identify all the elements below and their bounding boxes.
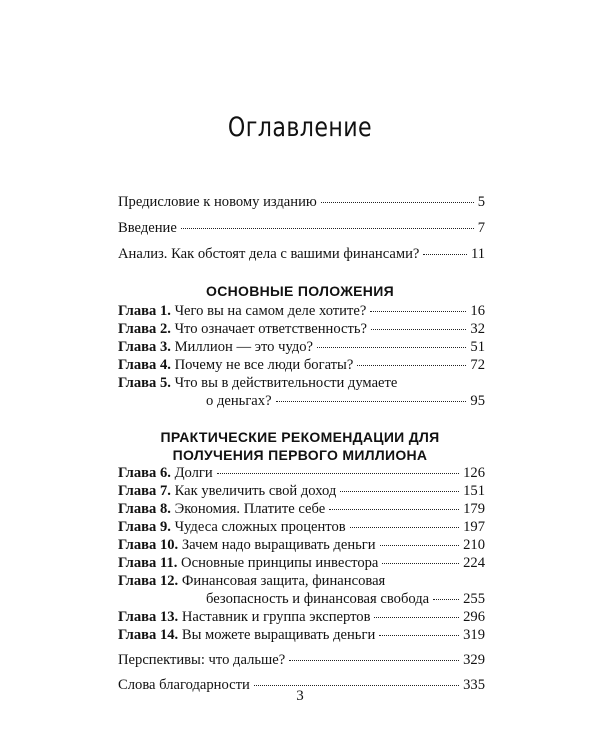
chapter-title: Вы можете выращивать деньги xyxy=(181,627,376,643)
page-number: 3 xyxy=(296,688,304,704)
chapter-title: Финансовая защита, финансовая xyxy=(181,573,386,589)
entry-label xyxy=(118,320,367,338)
entry-label: Предисловие к новому изданию xyxy=(118,194,317,210)
chapter-title-cont: о деньгах? xyxy=(206,393,272,409)
chapter-number: Глава 2. xyxy=(118,321,171,337)
chapter-title: Почему не все люди богаты? xyxy=(174,357,354,373)
toc-entry-chapter-12-cont[interactable] xyxy=(206,590,485,608)
entry-page: 224 xyxy=(463,555,485,571)
dot-leader xyxy=(382,563,459,564)
toc-entry-chapter-5-cont[interactable] xyxy=(206,392,485,410)
chapter-number: Глава 13. xyxy=(118,609,179,625)
entry-page: 179 xyxy=(463,501,485,517)
dot-leader xyxy=(370,311,466,312)
chapter-number: Глава 9. xyxy=(118,519,171,535)
dot-leader xyxy=(317,347,466,348)
chapter-title: Чего вы на самом деле хотите? xyxy=(174,303,367,319)
toc-entry-chapter-10[interactable] xyxy=(118,536,485,554)
chapter-title: Как увеличить свой доход xyxy=(174,483,337,499)
entry-label xyxy=(118,302,366,320)
toc-entry-chapter-2[interactable] xyxy=(118,320,485,338)
entry-label xyxy=(118,500,325,518)
chapter-number: Глава 6. xyxy=(118,465,171,481)
toc-entry-chapter-14[interactable] xyxy=(118,626,485,644)
entry-page: 16 xyxy=(470,303,485,319)
toc-entry-chapter-9[interactable] xyxy=(118,518,485,536)
dot-leader xyxy=(321,202,474,203)
section-heading-practical-2: ПОЛУЧЕНИЯ ПЕРВОГО МИЛЛИОНА xyxy=(172,447,428,463)
entry-page: 151 xyxy=(463,483,485,499)
toc-entry-chapter-1[interactable] xyxy=(118,302,485,320)
entry-label xyxy=(118,356,353,374)
entry-page: 95 xyxy=(470,393,485,409)
dot-leader xyxy=(276,401,467,402)
toc-entry-chapter-3[interactable] xyxy=(118,338,485,356)
chapter-number: Глава 11. xyxy=(118,555,178,571)
entry-label xyxy=(118,482,336,500)
toc-entry-preface[interactable] xyxy=(118,193,485,211)
chapter-number: Глава 7. xyxy=(118,483,171,499)
dot-leader xyxy=(340,491,459,492)
entry-page: 126 xyxy=(463,465,485,481)
entry-label xyxy=(118,626,375,644)
entry-label xyxy=(118,536,376,554)
entry-label xyxy=(118,374,397,392)
dot-leader xyxy=(350,527,459,528)
dot-leader xyxy=(379,635,459,636)
chapter-number: Глава 3. xyxy=(118,339,171,355)
section-heading-basics: ОСНОВНЫЕ ПОЛОЖЕНИЯ xyxy=(206,283,394,299)
section-heading-practical-1: ПРАКТИЧЕСКИЕ РЕКОМЕНДАЦИИ ДЛЯ xyxy=(160,429,440,445)
entry-label xyxy=(118,338,313,356)
entry-page: 51 xyxy=(470,339,485,355)
chapter-title: Что вы в действительности думаете xyxy=(174,375,398,391)
toc-entry-chapter-4[interactable] xyxy=(118,356,485,374)
toc-entry-introduction[interactable] xyxy=(118,219,485,237)
toc-entry-chapter-8[interactable] xyxy=(118,500,485,518)
dot-leader xyxy=(423,254,467,255)
toc-entry-chapter-6[interactable] xyxy=(118,464,485,482)
chapter-number: Глава 4. xyxy=(118,357,171,373)
dot-leader xyxy=(181,228,474,229)
entry-label xyxy=(118,554,378,572)
chapter-number: Глава 1. xyxy=(118,303,171,319)
chapter-number: Глава 5. xyxy=(118,375,171,391)
entry-page: 319 xyxy=(463,627,485,643)
entry-label xyxy=(118,608,370,626)
chapter-title: Миллион — это чудо? xyxy=(174,339,314,355)
page-title: Оглавление xyxy=(227,112,373,143)
entry-page: 11 xyxy=(470,246,485,262)
dot-leader xyxy=(374,617,459,618)
entry-page: 7 xyxy=(477,220,485,236)
entry-page: 32 xyxy=(470,321,485,337)
dot-leader xyxy=(357,365,466,366)
toc-entry-chapter-13[interactable] xyxy=(118,608,485,626)
chapter-number: Глава 10. xyxy=(118,537,179,553)
entry-page: 197 xyxy=(463,519,485,535)
chapter-title: Зачем надо выращивать деньги xyxy=(181,537,376,553)
entry-label: Перспективы: что дальше? xyxy=(118,652,286,668)
dot-leader xyxy=(433,599,459,600)
entry-label: Слова благодарности xyxy=(118,677,250,693)
dot-leader xyxy=(217,473,459,474)
dot-leader xyxy=(380,545,460,546)
toc-entry-perspectives[interactable] xyxy=(118,651,485,669)
chapter-number: Глава 8. xyxy=(118,501,171,517)
toc-entry-chapter-5[interactable] xyxy=(118,374,485,392)
chapter-title-cont: безопасность и финансовая свобода xyxy=(206,591,430,607)
chapter-title: Наставник и группа экспертов xyxy=(181,609,371,625)
entry-page: 5 xyxy=(477,194,485,210)
entry-page: 255 xyxy=(463,591,485,607)
dot-leader xyxy=(329,509,459,510)
chapter-number: Глава 14. xyxy=(118,627,179,643)
entry-label xyxy=(118,464,213,482)
entry-page: 335 xyxy=(463,677,485,693)
chapter-title: Экономия. Платите себе xyxy=(174,501,326,517)
entry-label xyxy=(118,572,385,590)
entry-label: Анализ. Как обстоят дела с вашими финансами? xyxy=(118,246,420,262)
chapter-title: Что означает ответственность? xyxy=(174,321,367,337)
chapter-title: Долги xyxy=(174,465,213,481)
entry-page: 210 xyxy=(463,537,485,553)
entry-page: 329 xyxy=(463,652,485,668)
toc-entry-analysis[interactable] xyxy=(118,245,485,263)
toc-entry-chapter-11[interactable] xyxy=(118,554,485,572)
entry-label xyxy=(118,518,346,536)
toc-entry-chapter-12[interactable] xyxy=(118,572,485,590)
chapter-title: Чудеса сложных процентов xyxy=(174,519,346,535)
dot-leader xyxy=(254,685,459,686)
toc-entry-chapter-7[interactable] xyxy=(118,482,485,500)
entry-label: Введение xyxy=(118,220,177,236)
entry-page: 296 xyxy=(463,609,485,625)
dot-leader xyxy=(289,660,459,661)
entry-page: 72 xyxy=(470,357,485,373)
chapter-title: Основные принципы инвестора xyxy=(181,555,379,571)
dot-leader xyxy=(371,329,466,330)
chapter-number: Глава 12. xyxy=(118,573,179,589)
